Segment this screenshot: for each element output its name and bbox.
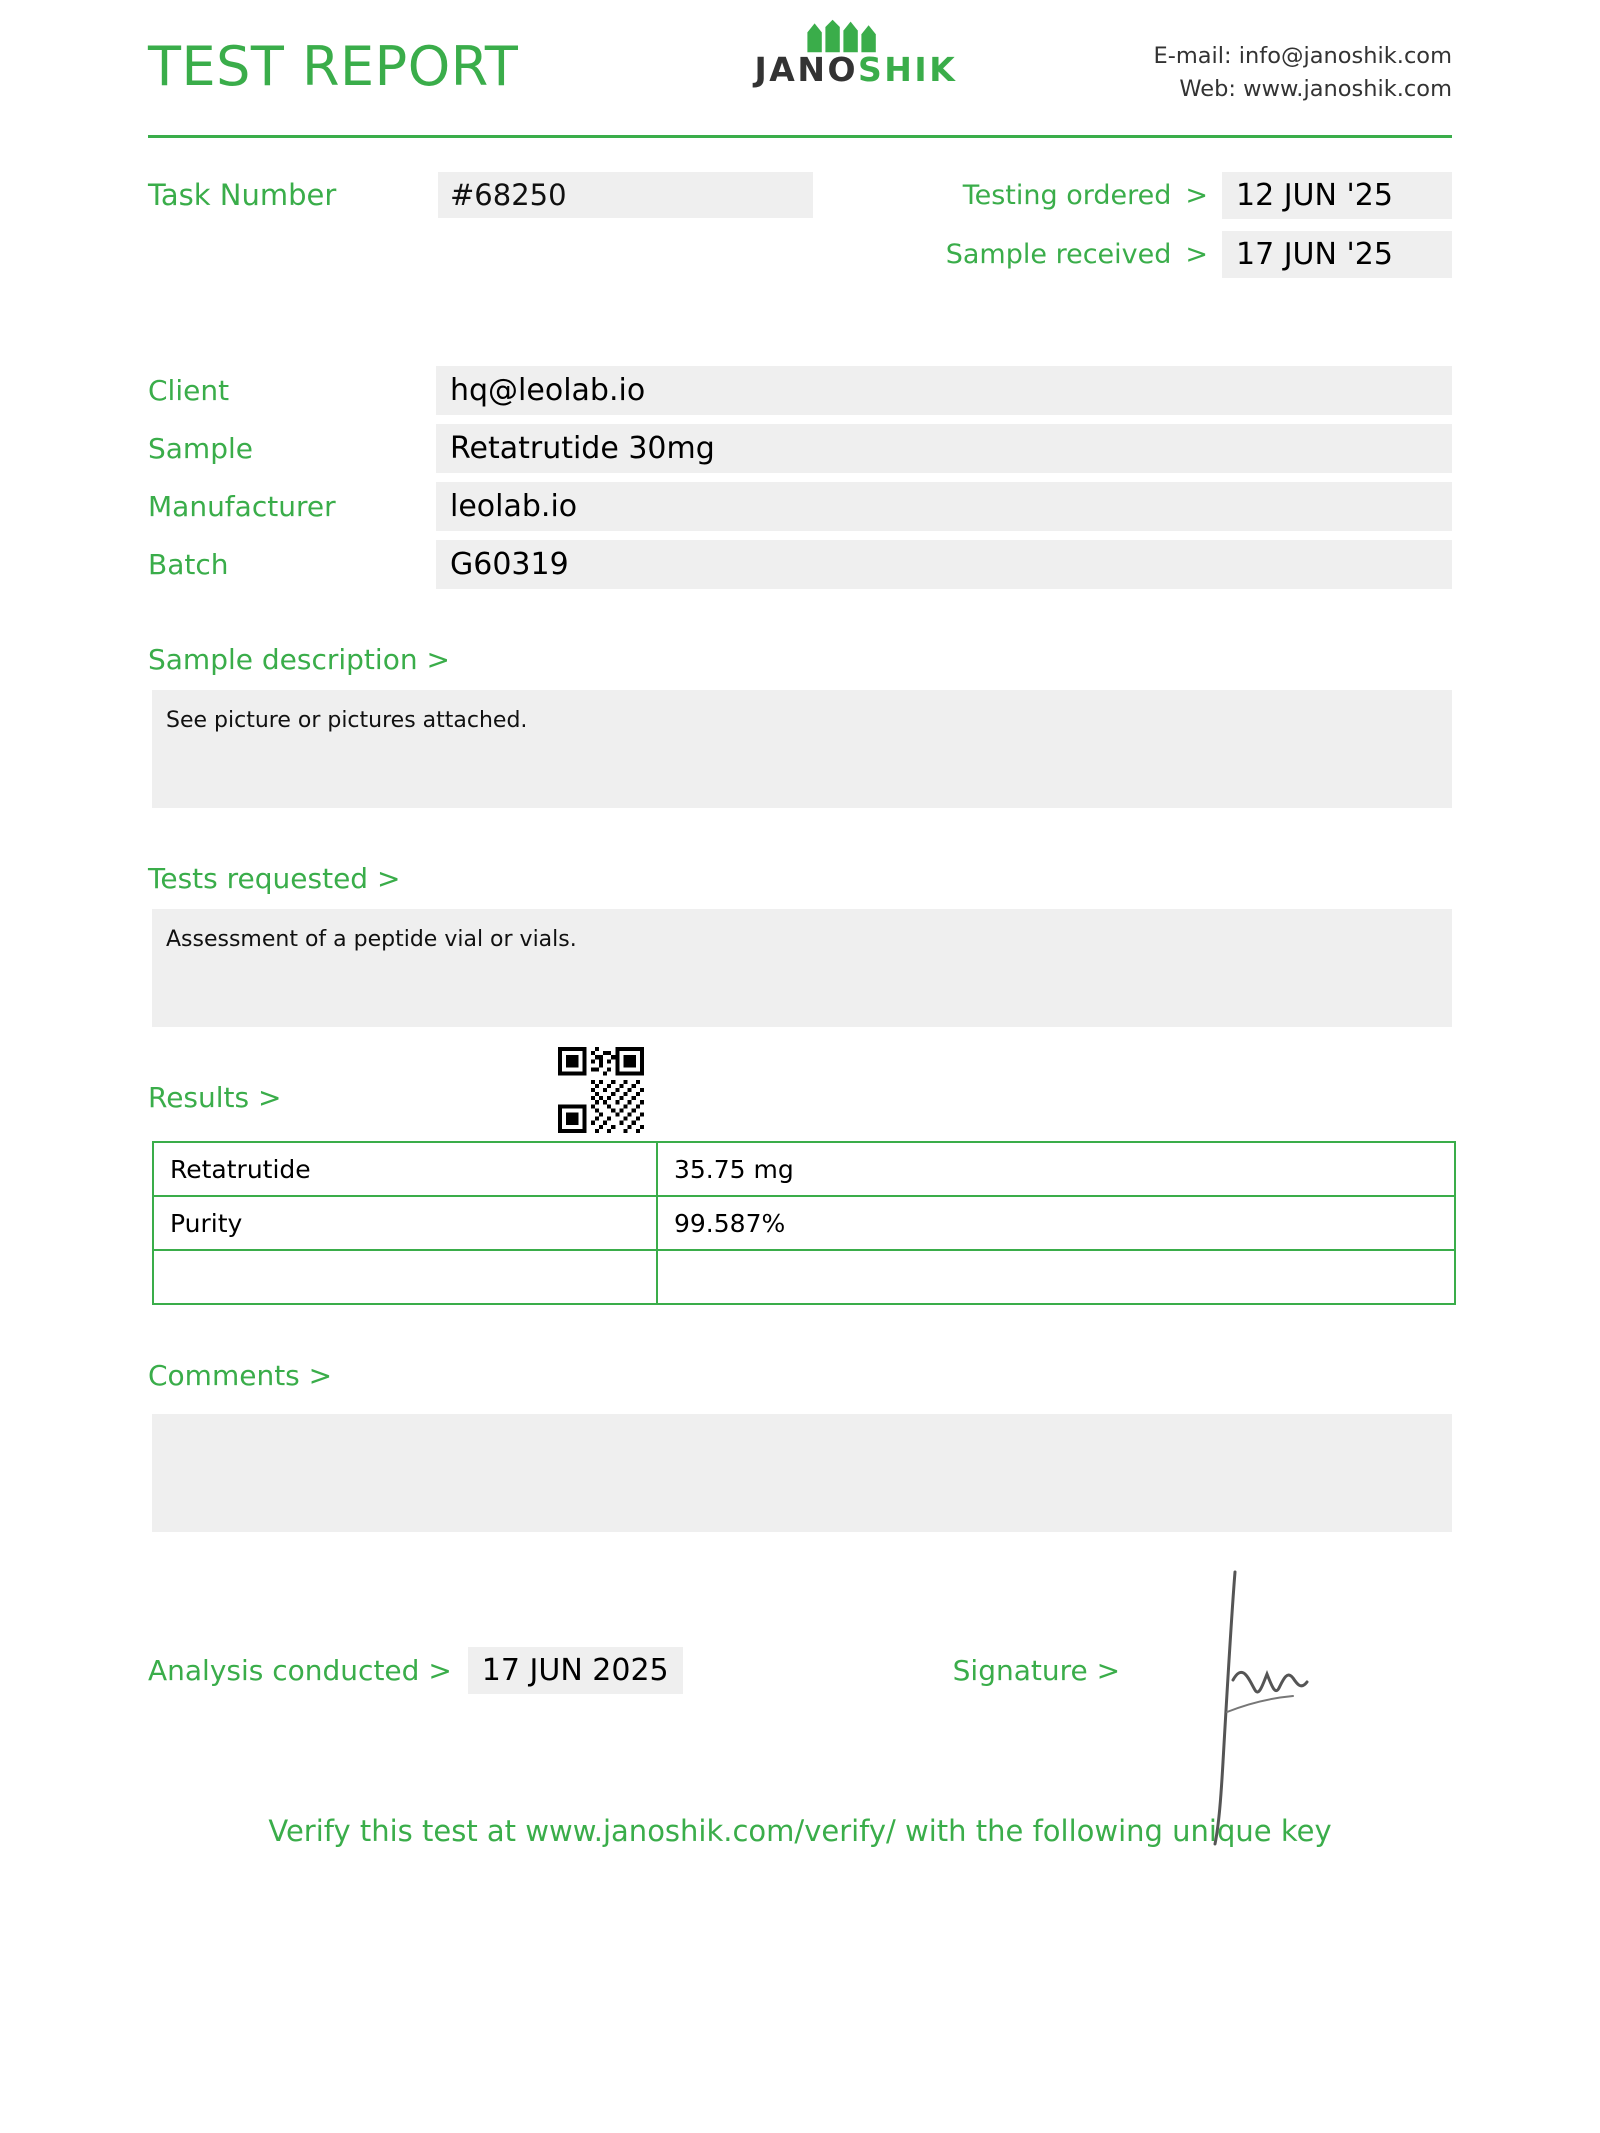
sample-received-value: 17 JUN '25	[1222, 231, 1452, 278]
signature-label: Signature >	[952, 1654, 1121, 1688]
chevron-right-icon: >	[1185, 239, 1208, 271]
info-row-sample	[148, 424, 1452, 473]
info-row-batch	[148, 540, 1452, 589]
sample-description-heading: Sample description >	[148, 643, 450, 677]
info-fields	[148, 366, 1452, 589]
result-value	[657, 1250, 1455, 1304]
signature-image	[1197, 1562, 1347, 1852]
batch-label: Batch	[148, 548, 229, 582]
report-header	[148, 0, 1452, 105]
task-number-group	[148, 172, 813, 218]
sample-label: Sample	[148, 432, 253, 466]
manufacturer-label: Manufacturer	[148, 490, 336, 524]
sample-received-row	[946, 231, 1452, 278]
client-label: Client	[148, 374, 230, 408]
contact-block	[1153, 18, 1452, 105]
page-title: TEST REPORT	[148, 35, 519, 98]
results-header-row	[148, 1081, 1452, 1125]
comments-heading: Comments >	[148, 1359, 333, 1393]
tests-requested-heading: Tests requested >	[148, 862, 401, 896]
result-value: 99.587%	[657, 1196, 1455, 1250]
brand-wordmark-accent: SHIK	[858, 50, 958, 89]
brand-wordmark-dark: JANO	[754, 50, 859, 89]
manufacturer-value: leolab.io	[436, 482, 1452, 531]
brand-wordmark	[755, 50, 958, 89]
contact-web: Web: www.janoshik.com	[1179, 75, 1452, 102]
result-name: Purity	[153, 1196, 657, 1250]
footer-row	[148, 1647, 1452, 1694]
analysis-conducted-label: Analysis conducted >	[148, 1654, 452, 1688]
sample-received-label: Sample received	[945, 239, 1172, 271]
task-and-dates	[148, 172, 1452, 290]
info-row-manufacturer	[148, 482, 1452, 531]
comments-box	[152, 1414, 1452, 1532]
verify-footer-text: Verify this test at www.janoshik.com/verify/ with the following unique key	[268, 1814, 1332, 1849]
batch-value: G60319	[436, 540, 1452, 589]
table-row	[153, 1250, 1455, 1304]
task-number-value: #68250	[438, 172, 813, 218]
info-row-client	[148, 366, 1452, 415]
table-row	[153, 1142, 1455, 1196]
sample-description-box: See picture or pictures attached.	[152, 690, 1452, 808]
qr-code-icon	[558, 1047, 644, 1133]
tests-requested-box: Assessment of a peptide vial or vials.	[152, 909, 1452, 1027]
testing-ordered-row	[946, 172, 1452, 219]
results-heading: Results >	[148, 1081, 282, 1115]
brand-logo	[755, 18, 958, 89]
result-value: 35.75 mg	[657, 1142, 1455, 1196]
header-divider	[148, 135, 1452, 138]
contact-email: E-mail: info@janoshik.com	[1153, 43, 1452, 69]
sample-value: Retatrutide 30mg	[436, 424, 1452, 473]
task-number-label: Task Number	[148, 178, 337, 213]
client-value: hq@leolab.io	[436, 366, 1452, 415]
mountain-logo-icon	[802, 18, 910, 54]
result-name	[153, 1250, 657, 1304]
results-table	[152, 1141, 1456, 1305]
dates-group	[946, 172, 1452, 290]
table-row	[153, 1196, 1455, 1250]
testing-ordered-value: 12 JUN '25	[1222, 172, 1452, 219]
chevron-right-icon: >	[1185, 180, 1208, 212]
testing-ordered-label: Testing ordered	[962, 180, 1172, 212]
result-name: Retatrutide	[153, 1142, 657, 1196]
analysis-conducted-date: 17 JUN 2025	[468, 1647, 683, 1694]
